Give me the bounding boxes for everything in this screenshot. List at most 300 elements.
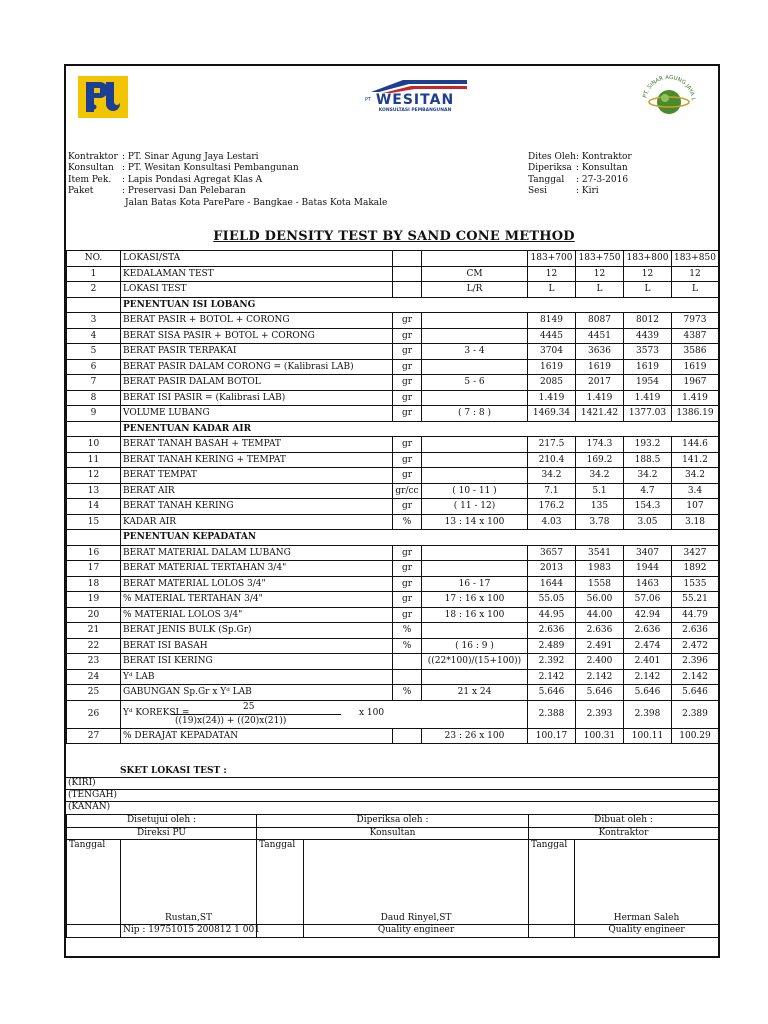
table-row (67, 592, 719, 608)
row-unit: gr (393, 452, 422, 468)
wesitan-subtitle: KONSULTASI PEMBANGUNAN (378, 108, 452, 113)
row-desc: BERAT ISI BASAH (121, 638, 393, 654)
row-value: 44.00 (576, 607, 624, 623)
row-desc: KEDALAMAN TEST (121, 266, 393, 282)
info-right (528, 152, 718, 202)
row-unit (393, 669, 422, 685)
header-lokasi: LOKASI/STA (121, 251, 393, 267)
row-value: 56.00 (576, 592, 624, 608)
row-desc: BERAT PASIR DALAM CORONG = (Kalibrasi LAB) (121, 359, 393, 375)
row-value: 1644 (528, 576, 576, 592)
row-value: 4451 (576, 328, 624, 344)
table-row (67, 607, 719, 623)
row-formula: L/R (422, 282, 528, 298)
row-value: 3541 (576, 545, 624, 561)
table-row (67, 483, 719, 499)
row-value: 1892 (672, 561, 719, 577)
row-desc: KADAR AIR (121, 514, 393, 530)
row-formula: 21 x 24 (422, 685, 528, 701)
row-value: 107 (672, 499, 719, 515)
header-station: 183+700 (528, 251, 576, 267)
row-unit: gr (393, 375, 422, 391)
row-value: 2085 (528, 375, 576, 391)
row-desc: Yᵈ LAB (121, 669, 393, 685)
table-row (67, 654, 719, 670)
row-desc: BERAT TANAH BASAH + TEMPAT (121, 437, 393, 453)
info_left-label: Paket (68, 186, 94, 197)
row-unit: gr (393, 545, 422, 561)
row-value: 2.636 (672, 623, 719, 639)
row-unit: gr/cc (393, 483, 422, 499)
row-no: 8 (67, 390, 121, 406)
header-formula (422, 251, 528, 267)
koreksi-label: Yᵈ KOREKSI = (123, 708, 190, 718)
row-value: 2.393 (576, 700, 624, 728)
row-unit: gr (393, 468, 422, 484)
row-no: 17 (67, 561, 121, 577)
row-unit: gr (393, 313, 422, 329)
sketch-section (66, 766, 718, 813)
row-formula: 23 : 26 x 100 (422, 728, 528, 744)
row-value: 4.7 (624, 483, 672, 499)
row-formula (422, 390, 528, 406)
row-no: 5 (67, 344, 121, 360)
row-no: 13 (67, 483, 121, 499)
row-desc: BERAT MATERIAL TERTAHAN 3/4" (121, 561, 393, 577)
footer-konsultan: Quality engineer (304, 925, 529, 938)
row-desc: BERAT ISI KERING (121, 654, 393, 670)
row-value: 2.636 (528, 623, 576, 639)
table-row (67, 545, 719, 561)
row-value: 2.401 (624, 654, 672, 670)
row-value: 2.398 (624, 700, 672, 728)
table-row (67, 576, 719, 592)
info_right-row (528, 186, 718, 197)
row-value: 2.474 (624, 638, 672, 654)
row-formula: CM (422, 266, 528, 282)
row-desc: BERAT SISA PASIR + BOTOL + CORONG (121, 328, 393, 344)
row-value: 3.78 (576, 514, 624, 530)
org-kontraktor: Kontraktor (529, 827, 719, 840)
table-row (67, 344, 719, 360)
row-value: 100.29 (672, 728, 719, 744)
section-row (67, 297, 719, 313)
koreksi-numerator: 25 (243, 702, 255, 712)
info_left-row (68, 152, 488, 163)
info_right-value: : Kontraktor (576, 152, 632, 162)
row-value: 1.419 (624, 390, 672, 406)
row-value: 174.3 (576, 437, 624, 453)
row-value: 55.05 (528, 592, 576, 608)
sign-name-kontraktor: Herman Saleh (575, 840, 719, 925)
info_right-row (528, 152, 718, 163)
row-unit (393, 266, 422, 282)
row-value: 2013 (528, 561, 576, 577)
row-value: 7973 (672, 313, 719, 329)
row-desc: BERAT MATERIAL LOLOS 3/4" (121, 576, 393, 592)
table-row (67, 390, 719, 406)
sketch-kiri: (KIRI) (68, 778, 96, 788)
row-value: L (576, 282, 624, 298)
row-desc: LOKASI TEST (121, 282, 393, 298)
info_left-value: : Lapis Pondasi Agregat Klas A (122, 174, 263, 185)
row-value: 5.1 (576, 483, 624, 499)
row-value: 7.1 (528, 483, 576, 499)
row-desc: % DERAJAT KEPADATAN (121, 728, 393, 744)
info_left-label: Konsultan (68, 163, 114, 174)
row-value: 12 (672, 266, 719, 282)
row-desc: BERAT JENIS BULK (Sp.Gr) (121, 623, 393, 639)
koreksi-multiplier: x 100 (359, 708, 385, 718)
row-value: 210.4 (528, 452, 576, 468)
row-value: 100.31 (576, 728, 624, 744)
table-row (67, 685, 719, 701)
row-no: 14 (67, 499, 121, 515)
org-konsultan: Konsultan (257, 827, 529, 840)
row-value: 2.396 (672, 654, 719, 670)
row-desc: BERAT PASIR TERPAKAI (121, 344, 393, 360)
row-value: 2.636 (576, 623, 624, 639)
date-label-konsultan: Tanggal (257, 840, 304, 925)
row-value: 12 (576, 266, 624, 282)
table-row (67, 313, 719, 329)
row-value: 144.6 (672, 437, 719, 453)
row-value: 3.4 (672, 483, 719, 499)
header-station: 183+850 (672, 251, 719, 267)
row-value: 3.18 (672, 514, 719, 530)
row-unit (393, 282, 422, 298)
row-value: 193.2 (624, 437, 672, 453)
row-value: 8012 (624, 313, 672, 329)
info_right-row (528, 163, 718, 174)
row-value: 3657 (528, 545, 576, 561)
row-formula: 3 - 4 (422, 344, 528, 360)
row-unit: gr (393, 561, 422, 577)
row-value: 4.03 (528, 514, 576, 530)
sketch-title: SKET LOKASI TEST : (120, 766, 227, 776)
row-desc: BERAT TEMPAT (121, 468, 393, 484)
table-row (67, 700, 719, 728)
row-unit: gr (393, 592, 422, 608)
form-frame (64, 64, 720, 958)
row-value: 44.95 (528, 607, 576, 623)
wesitan-pt: PT (365, 97, 372, 103)
row-value: 2.389 (672, 700, 719, 728)
row-value: 4387 (672, 328, 719, 344)
row-value: 34.2 (528, 468, 576, 484)
row-value: L (528, 282, 576, 298)
row-value: 1469.34 (528, 406, 576, 422)
row-unit (393, 654, 422, 670)
row-unit: gr (393, 359, 422, 375)
density-table (66, 250, 718, 744)
sketch-kanan: (KANAN) (68, 802, 111, 812)
row-no: 16 (67, 545, 121, 561)
info_left-label: Item Pek. (68, 174, 112, 185)
row-value: 1463 (624, 576, 672, 592)
header-station: 183+750 (576, 251, 624, 267)
row-unit: gr (393, 499, 422, 515)
row-formula (422, 359, 528, 375)
row-no: 22 (67, 638, 121, 654)
row-desc: BERAT PASIR + BOTOL + CORONG (121, 313, 393, 329)
row-formula: ((22*100)/(15+100)) (422, 654, 528, 670)
row-no: 6 (67, 359, 121, 375)
footer-nip: Nip : 19751015 200812 1 001 (121, 925, 257, 938)
row-value: 169.2 (576, 452, 624, 468)
table-row (67, 514, 719, 530)
row-value: 1.419 (672, 390, 719, 406)
row-formula (422, 669, 528, 685)
row-unit: gr (393, 607, 422, 623)
row-value: 2.392 (528, 654, 576, 670)
row-no: 19 (67, 592, 121, 608)
row-value: 217.5 (528, 437, 576, 453)
org-pu: Direksi PU (67, 827, 257, 840)
row-unit: gr (393, 344, 422, 360)
row-value: 5.646 (672, 685, 719, 701)
table-row (67, 623, 719, 639)
role-made: Dibuat oleh : (529, 815, 719, 828)
row-value: 1.419 (528, 390, 576, 406)
signature-section (66, 814, 718, 938)
info_right-label: Sesi (528, 186, 547, 197)
table-row (67, 499, 719, 515)
section-row (67, 530, 719, 546)
row-value: 2.142 (672, 669, 719, 685)
row-value: 34.2 (576, 468, 624, 484)
table-row (67, 452, 719, 468)
row-value: 4445 (528, 328, 576, 344)
row-formula (422, 561, 528, 577)
row-value: 1619 (528, 359, 576, 375)
row-value: 5.646 (528, 685, 576, 701)
table-row (67, 728, 719, 744)
section-no (67, 530, 121, 546)
row-no: 26 (67, 700, 121, 728)
row-value: 2.489 (528, 638, 576, 654)
row-no: 10 (67, 437, 121, 453)
row-unit: % (393, 623, 422, 639)
row-value: 3573 (624, 344, 672, 360)
row-formula: ( 10 - 11 ) (422, 483, 528, 499)
info_left-value: : PT. Sinar Agung Jaya Lestari (122, 152, 259, 162)
row-formula: ( 7 : 8 ) (422, 406, 528, 422)
row-desc: % MATERIAL LOLOS 3/4" (121, 607, 393, 623)
row-no: 4 (67, 328, 121, 344)
row-formula (422, 468, 528, 484)
wesitan-name: WESITAN (375, 92, 455, 108)
row-unit: % (393, 685, 422, 701)
row-value: 154.3 (624, 499, 672, 515)
section-no (67, 421, 121, 437)
row-value: 12 (624, 266, 672, 282)
section-title: PENENTUAN ISI LOBANG (121, 297, 719, 313)
row-unit: gr (393, 328, 422, 344)
row-formula (422, 623, 528, 639)
info_right-label: Tanggal (528, 174, 565, 185)
row-unit (393, 728, 422, 744)
row-desc: BERAT ISI PASIR = (Kalibrasi LAB) (121, 390, 393, 406)
row-no: 18 (67, 576, 121, 592)
row-value: 2.142 (576, 669, 624, 685)
info_right-label: Dites Oleh (528, 152, 576, 162)
header-unit (393, 251, 422, 267)
section-title: PENENTUAN KADAR AIR (121, 421, 719, 437)
koreksi-formula (121, 700, 528, 728)
info_right-label: Diperiksa (528, 163, 572, 174)
row-value: 1535 (672, 576, 719, 592)
table-row (67, 282, 719, 298)
row-unit: gr (393, 406, 422, 422)
row-value: 1421.42 (576, 406, 624, 422)
info_right-value: : Kiri (576, 186, 599, 197)
table-row (67, 266, 719, 282)
info_right-value: : 27-3-2016 (576, 174, 629, 185)
row-value: 1619 (576, 359, 624, 375)
row-value: 188.5 (624, 452, 672, 468)
row-no: 7 (67, 375, 121, 391)
koreksi-denominator: ((19)x(24)) + ((20)x(21)) (175, 716, 287, 726)
row-value: 1983 (576, 561, 624, 577)
row-value: 1377.03 (624, 406, 672, 422)
table-row (67, 375, 719, 391)
sinar-agung-logo (638, 72, 700, 124)
table-row (67, 468, 719, 484)
row-no: 2 (67, 282, 121, 298)
row-unit: gr (393, 390, 422, 406)
row-value: 1619 (672, 359, 719, 375)
info_left-row (68, 163, 488, 174)
row-formula (422, 313, 528, 329)
row-value: 4439 (624, 328, 672, 344)
info_left-value: : PT. Wesitan Konsultasi Pembangunan (122, 163, 299, 174)
row-value: 2017 (576, 375, 624, 391)
row-no: 23 (67, 654, 121, 670)
role-checked: Diperiksa oleh : (257, 815, 529, 828)
row-value: 1944 (624, 561, 672, 577)
table-header-row (67, 251, 719, 267)
row-value: 3.05 (624, 514, 672, 530)
row-value: 2.142 (528, 669, 576, 685)
row-formula: 17 : 16 x 100 (422, 592, 528, 608)
info_left-label: Kontraktor (68, 152, 118, 162)
section-title: PENENTUAN KEPADATAN (121, 530, 719, 546)
row-no: 20 (67, 607, 121, 623)
row-value: 2.491 (576, 638, 624, 654)
info_right-row (528, 175, 718, 186)
table-row (67, 437, 719, 453)
row-formula: ( 11 - 12) (422, 499, 528, 515)
row-value: 44.79 (672, 607, 719, 623)
row-desc: BERAT AIR (121, 483, 393, 499)
pu-logo-icon (78, 76, 128, 118)
row-value: 8087 (576, 313, 624, 329)
row-value: 2.400 (576, 654, 624, 670)
row-desc: GABUNGAN Sp.Gr x Yᵈ LAB (121, 685, 393, 701)
row-value: 12 (528, 266, 576, 282)
row-value: 100.17 (528, 728, 576, 744)
row-formula: 5 - 6 (422, 375, 528, 391)
row-desc: BERAT MATERIAL DALAM LUBANG (121, 545, 393, 561)
section-row (67, 421, 719, 437)
role-approved: Disetujui oleh : (67, 815, 257, 828)
date-label-kontraktor: Tanggal (529, 840, 575, 925)
row-value: 57.06 (624, 592, 672, 608)
info_left-row (68, 198, 488, 209)
row-formula: 16 - 17 (422, 576, 528, 592)
row-value: 2.636 (624, 623, 672, 639)
row-value: 1967 (672, 375, 719, 391)
row-formula (422, 452, 528, 468)
table-row (67, 406, 719, 422)
form-title: FIELD DENSITY TEST BY SAND CONE METHOD (213, 229, 575, 244)
row-unit: % (393, 638, 422, 654)
row-formula (422, 437, 528, 453)
row-value: 3586 (672, 344, 719, 360)
row-no: 1 (67, 266, 121, 282)
row-value: 5.646 (624, 685, 672, 701)
sinar-agung-arc-text: PT. SINAR AGUNG JAYA L (642, 74, 697, 102)
row-formula (422, 328, 528, 344)
row-desc: BERAT TANAH KERING + TEMPAT (121, 452, 393, 468)
row-formula: ( 16 : 9 ) (422, 638, 528, 654)
row-no: 15 (67, 514, 121, 530)
row-no: 11 (67, 452, 121, 468)
header-no: NO. (67, 251, 121, 267)
wesitan-logo (357, 78, 473, 118)
row-value: 141.2 (672, 452, 719, 468)
row-no: 3 (67, 313, 121, 329)
row-value: 55.21 (672, 592, 719, 608)
row-value: 2.388 (528, 700, 576, 728)
date-label-pu: Tanggal (67, 840, 121, 925)
footer-kontraktor: Quality engineer (575, 925, 719, 938)
row-value: 1386.19 (672, 406, 719, 422)
row-value: 176.2 (528, 499, 576, 515)
row-formula: 13 : 14 x 100 (422, 514, 528, 530)
row-no: 9 (67, 406, 121, 422)
table-row (67, 328, 719, 344)
section-no (67, 297, 121, 313)
sign-name-pu: Rustan,ST (121, 840, 257, 925)
row-value: 3636 (576, 344, 624, 360)
info_left-value: Jalan Batas Kota ParePare - Bangkae - Batas Kota Makale (125, 197, 388, 208)
table-row (67, 561, 719, 577)
info-left (68, 152, 488, 212)
row-value: 2.142 (624, 669, 672, 685)
row-value: 3407 (624, 545, 672, 561)
table-row (67, 359, 719, 375)
info_right-value: : Konsultan (576, 163, 628, 174)
row-value: 2.472 (672, 638, 719, 654)
row-formula (422, 545, 528, 561)
row-desc: % MATERIAL TERTAHAN 3/4" (121, 592, 393, 608)
row-desc: BERAT TANAH KERING (121, 499, 393, 515)
row-no: 21 (67, 623, 121, 639)
sign-name-konsultan: Daud Rinyel,ST (304, 840, 529, 925)
row-value: L (672, 282, 719, 298)
row-unit: % (393, 514, 422, 530)
row-value: 1.419 (576, 390, 624, 406)
row-no: 25 (67, 685, 121, 701)
row-value: 3704 (528, 344, 576, 360)
table-row (67, 669, 719, 685)
row-desc: BERAT PASIR DALAM BOTOL (121, 375, 393, 391)
row-no: 12 (67, 468, 121, 484)
row-unit: gr (393, 437, 422, 453)
row-value: L (624, 282, 672, 298)
